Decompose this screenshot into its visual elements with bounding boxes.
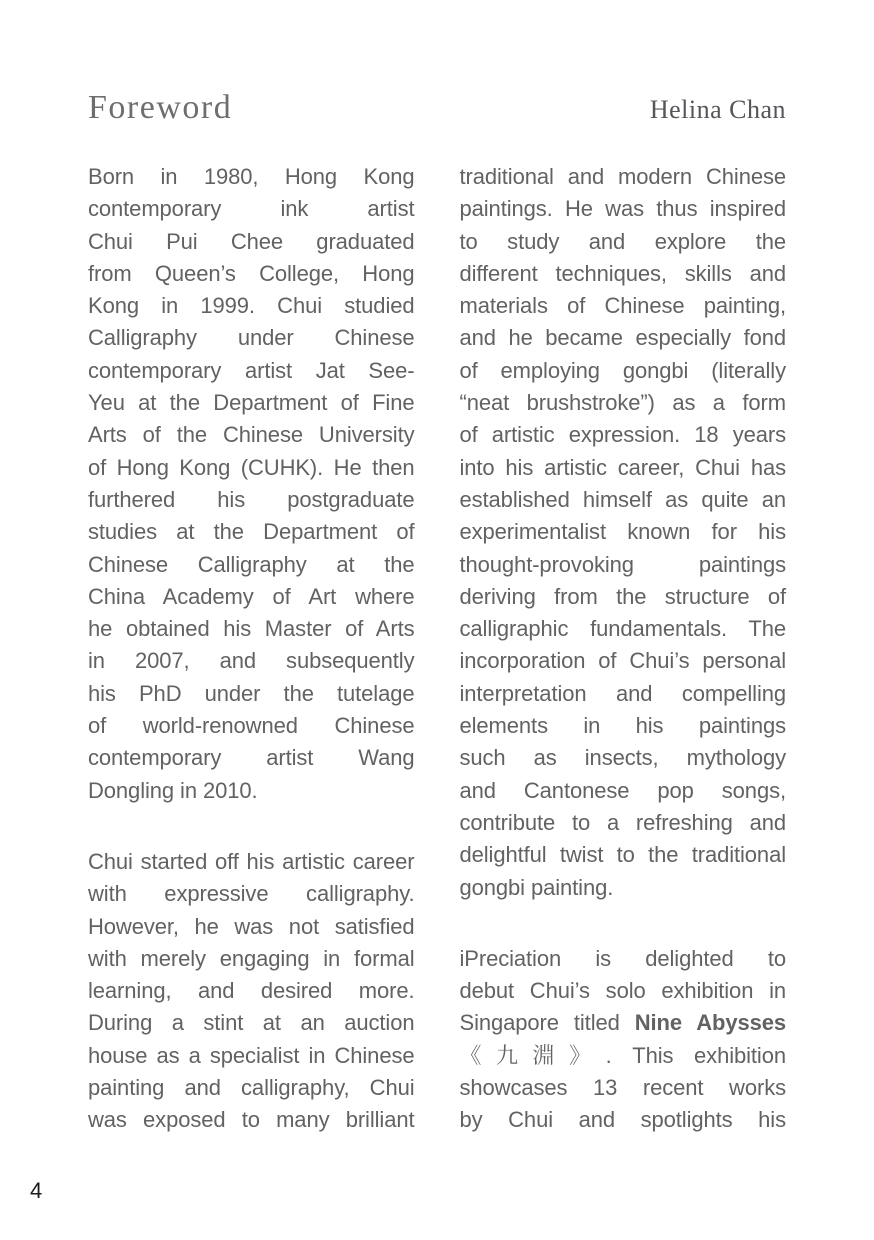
text-line: thought-provoking paintings: [459, 551, 786, 577]
text-line: iPreciation is delighted to: [459, 945, 786, 971]
text-line: of world-renowned Chinese: [88, 713, 415, 739]
text-line: elements in his paintings: [459, 713, 786, 739]
text-line: However, he was not satisfied: [88, 913, 415, 939]
text-line: interpretation and compelling: [459, 680, 786, 706]
text-line: he obtained his Master of Arts: [88, 616, 415, 642]
text-line: in 2007, and subsequently: [88, 648, 415, 674]
text-line: to study and explore the: [459, 228, 786, 254]
text-line: debut Chui’s solo exhibition in: [459, 978, 786, 1004]
text-line: Born in 1980, Hong Kong: [88, 164, 415, 189]
text-line: house as a specialist in Chinese: [88, 1042, 415, 1068]
text-line: of Hong Kong (CUHK). He then: [88, 454, 415, 480]
text-line: Kong in 1999. Chui studied: [88, 293, 415, 319]
text-line: different techniques, skills and: [459, 260, 786, 286]
text-line: experimentalist known for his: [459, 519, 786, 545]
text-line: and Cantonese pop songs,: [459, 777, 786, 803]
text-line: established himself as quite an: [459, 486, 786, 512]
paragraph: [88, 846, 415, 1137]
paragraph: [88, 161, 415, 807]
text-line: gongbi painting.: [459, 874, 614, 900]
text-line: paintings. He was thus inspired: [459, 196, 786, 222]
text-line: 《九淵》. This exhibition: [459, 1042, 786, 1068]
text-column-left: [88, 161, 415, 1137]
text-line: Chui Pui Chee graduated: [88, 228, 415, 254]
text-line: China Academy of Art where: [88, 583, 415, 609]
text-line: by Chui and spotlights his: [459, 1107, 786, 1133]
text-line: into his artistic career, Chui has: [459, 454, 786, 480]
text-line: from Queen’s College, Hong: [88, 260, 415, 286]
text-line: Chinese Calligraphy at the: [88, 551, 415, 577]
text-line: furthered his postgraduate: [88, 486, 415, 512]
author-name: Helina Chan: [649, 95, 786, 124]
text-line: incorporation of Chui’s personal: [459, 648, 786, 674]
text-line: contemporary artist Wang: [88, 745, 415, 771]
text-line: painting and calligraphy, Chui: [88, 1075, 415, 1101]
text-line: was exposed to many brilliant: [88, 1107, 415, 1133]
text-line: contemporary artist Jat See-: [88, 357, 415, 383]
text-line: Calligraphy under Chinese: [88, 325, 415, 351]
text-line: materials of Chinese painting,: [459, 293, 786, 319]
text-line: traditional and modern Chinese: [459, 164, 786, 189]
text-line: contemporary ink artist: [88, 196, 415, 222]
text-line: showcases 13 recent works: [459, 1075, 786, 1101]
text-line: deriving from the structure of: [459, 583, 786, 609]
text-columns: [88, 161, 786, 1137]
page-number: 4: [30, 1178, 43, 1203]
paragraph: [460, 161, 787, 904]
text-line: with merely engaging in formal: [88, 945, 415, 971]
text-line: such as insects, mythology: [459, 745, 786, 771]
text-line: Singapore titled Nine Abysses: [459, 1010, 786, 1036]
text-line: During a stint at an auction: [88, 1010, 415, 1036]
text-line: Chui started off his artistic career: [88, 848, 415, 874]
text-line: Dongling in 2010.: [88, 777, 258, 803]
text-line: Yeu at the Department of Fine: [88, 390, 415, 416]
text-line: calligraphic fundamentals. The: [459, 616, 786, 642]
text-line: studies at the Department of: [88, 519, 415, 545]
text-line: and he became especially fond: [459, 325, 786, 351]
page-header: [88, 89, 786, 126]
text-line: contribute to a refreshing and: [459, 809, 786, 835]
text-column-right: [460, 161, 787, 1137]
text-line: “neat brushstroke”) as a form: [459, 390, 786, 416]
text-line: of artistic expression. 18 years: [459, 422, 786, 448]
paragraph: [460, 943, 787, 1137]
text-line: Arts of the Chinese University: [88, 422, 415, 448]
text-line: learning, and desired more.: [88, 978, 415, 1004]
text-line: delightful twist to the traditional: [459, 842, 786, 868]
text-line: with expressive calligraphy.: [88, 881, 415, 907]
text-line: his PhD under the tutelage: [88, 680, 415, 706]
text-line: of employing gongbi (literally: [459, 357, 786, 383]
page-title: Foreword: [88, 89, 233, 126]
